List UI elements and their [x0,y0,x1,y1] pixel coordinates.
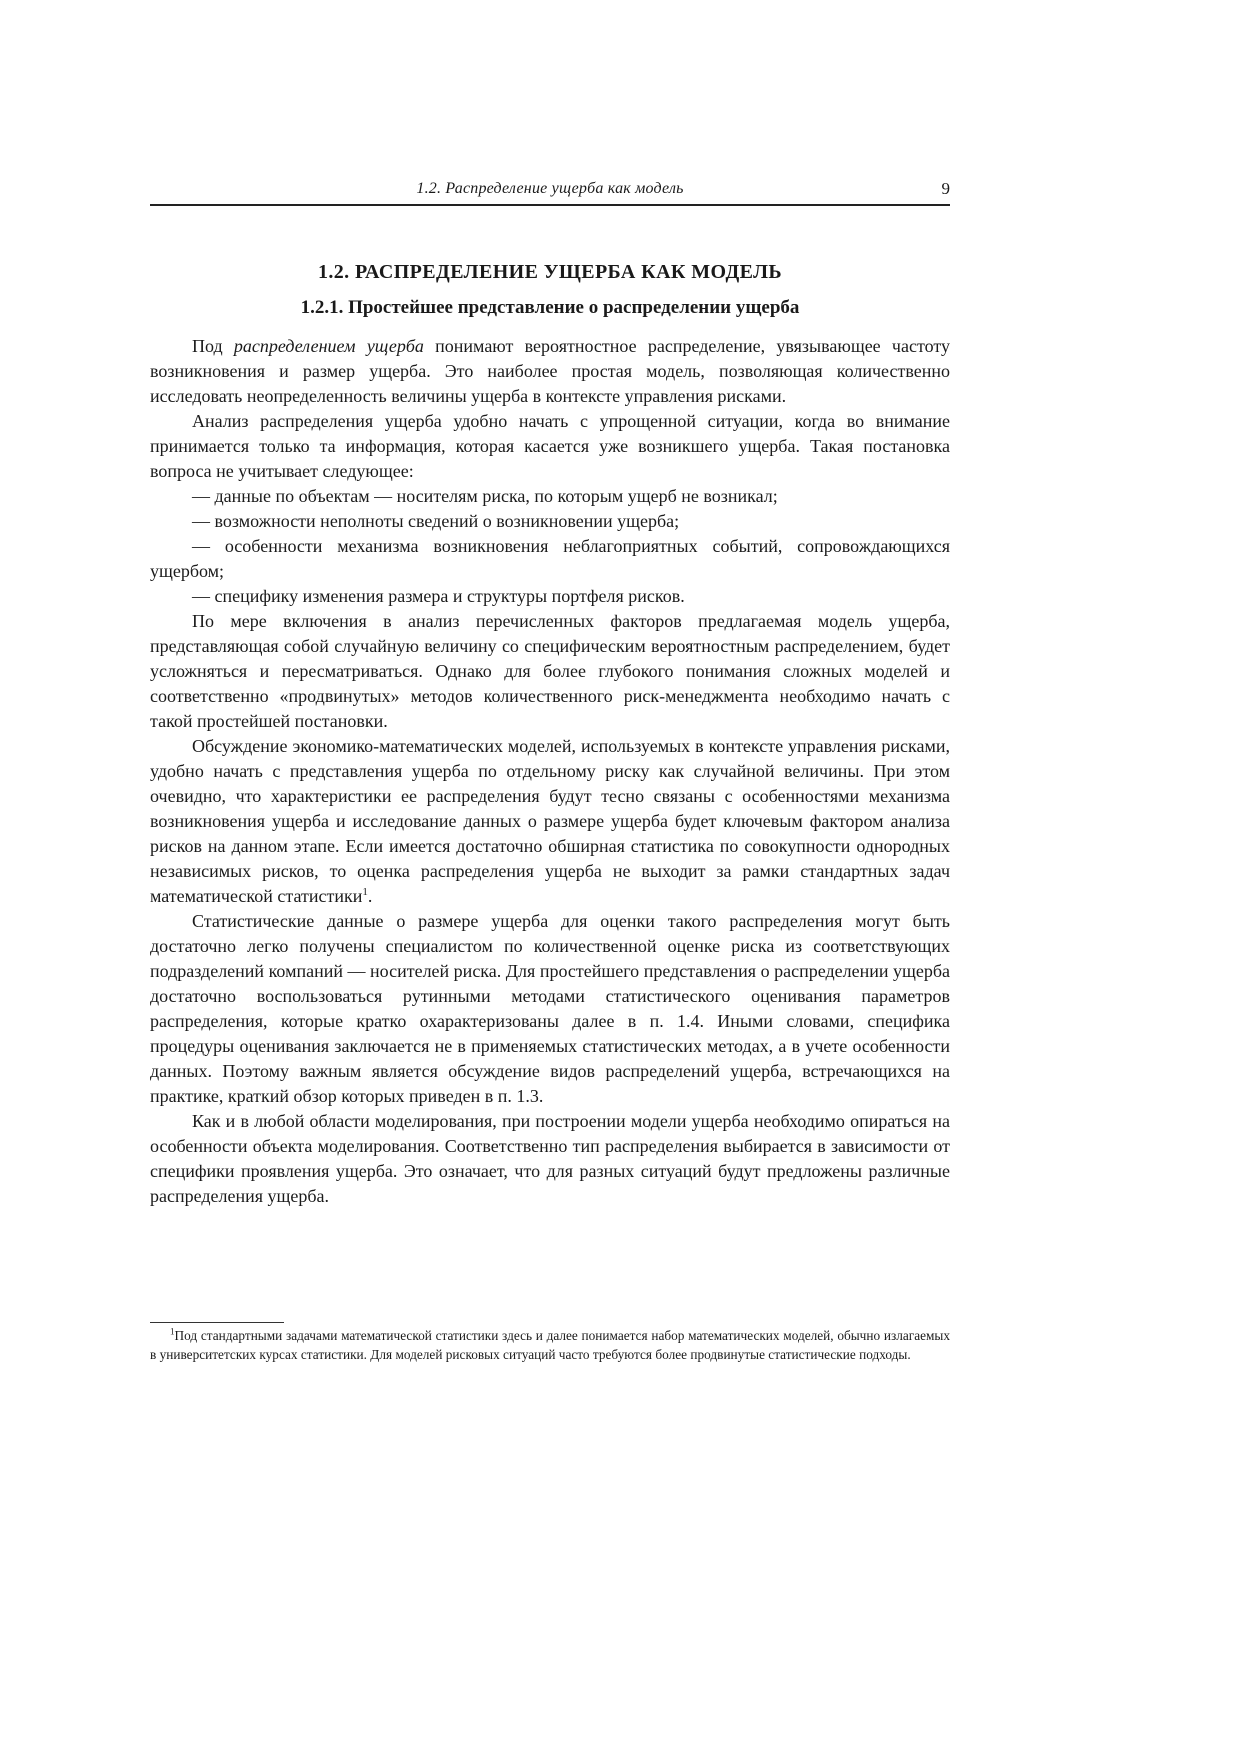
running-title: 1.2. Распределение ущерба как модель [416,180,684,197]
footnote-text: Под стандартными задачами математической статистики здесь и далее понимается набор математических моделей, обычно излагаемых в университетских курсах статистики. Для моделей рисковых ситуаций часто требуются более продвинутые статистические подходы. [150,1328,950,1362]
list-item: — возможности неполноты сведений о возникновении ущерба; [192,511,680,531]
paragraph-5: Статистические данные о размере ущерба для оценки такого распределения могут быть достаточно легко получены специалистом по количественной оценке риска из соответствующих подразделений компаний — носителей риска. Для простейшего представления о распределении ущерба достаточно воспользоваться рутинными методами статистического оценивания параметров распределения, которые кратко охарактеризованы далее в п. 1.4. Иными словами, специфика процедуры оценивания заключается не в применяемых статистических методах, а в учете особенности данных. Поэтому важным является обсуждение видов распределений ущерба, встречающихся на практике, краткий обзор которых приведен в п. 1.3. [150,911,950,1106]
list-item: — данные по объектам — носителям риска, по которым ущерб не возникал; [192,486,778,506]
page-number: 9 [941,179,950,198]
paragraph-4 [150,734,950,909]
list-item: — специфику изменения размера и структуры портфеля рисков. [192,586,685,606]
paragraph-4-end: . [367,886,373,906]
paragraph-1-rest: понимают вероятностное распределение, увязывающее частоту возникновения и размер ущерба. Это наиболее простая модель, позволяющая количественно исследовать неопределенность величины ущерба в контексте управления рисками. [150,336,950,406]
footnote-mark: 1 [170,1326,175,1337]
paragraph-2: Анализ распределения ущерба удобно начать с упрощенной ситуации, когда во внимание принимается только та информация, которая касается уже возникшего ущерба. Такая постановка вопроса не учитывает следующее: [150,411,950,481]
subsection-title: 1.2.1. Простейшее представление о распределении ущерба [300,297,800,318]
paragraph-4-text: Обсуждение экономико-математических моделей, используемых в контексте управления рисками, удобно начать с представления ущерба по отдельному риску как случайной величины. При этом очевидно, что характеристики ее распределения будут тесно связаны с особенностями механизма возникновения ущерба и исследование данных о размере ущерба будет ключевым фактором анализа рисков на данном этапе. Если имеется достаточно обширная статистика по совокупности однородных независимых рисков, то оценка распределения ущерба не выходит за рамки стандартных задач математической статистики [150,736,950,906]
paragraph-6: Как и в любой области моделирования, при построении модели ущерба необходимо опираться на особенности объекта моделирования. Соответственно тип распределения выбирается в зависимости от специфики проявления ущерба. Это означает, что для разных ситуаций будут предложены различные распределения ущерба. [150,1111,950,1206]
paragraph-1-start: Под [192,336,234,356]
footnote-rule [150,1322,284,1323]
section-title: 1.2. РАСПРЕДЕЛЕНИЕ УЩЕРБА КАК МОДЕЛЬ [317,261,783,283]
footnote [150,1326,950,1364]
paragraph-1 [150,334,950,409]
running-header [150,176,950,206]
footnote-reference[interactable]: 1 [362,886,368,898]
body-text [150,334,950,1209]
list-item: — особенности механизма возникновения неблагоприятных событий, сопровождающихся ущербом; [150,536,950,581]
paragraph-3: По мере включения в анализ перечисленных факторов предлагаемая модель ущерба, представляющая собой случайную величину со специфическим вероятностным распределением, будет усложняться и пересматриваться. Однако для более глубокого понимания сложных моделей и соответственно «продвинутых» методов количественного риск-менеджмента необходимо начать с такой простейшей постановки. [150,611,950,731]
term-damage-distribution: распределением ущерба [233,336,424,356]
book-page [150,0,950,1755]
